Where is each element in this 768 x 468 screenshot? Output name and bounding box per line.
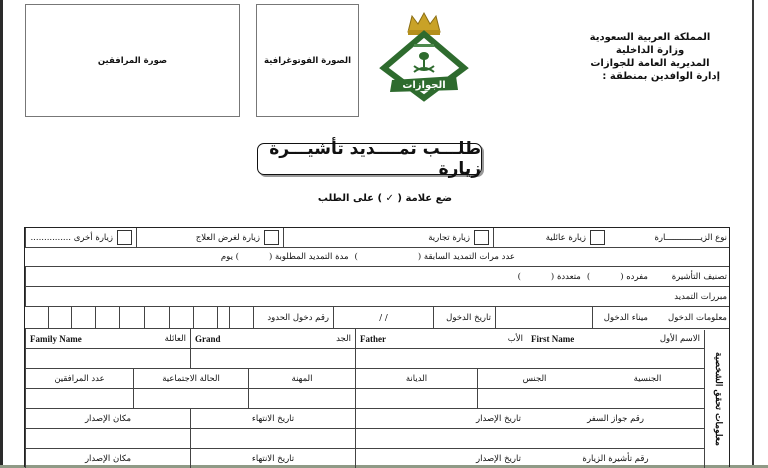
paren-close: ) [586, 271, 591, 282]
companions-count-header: عدد المرافقين [25, 369, 133, 388]
family-visit-checkbox[interactable] [590, 230, 605, 245]
justification-input[interactable] [25, 287, 652, 306]
border-digit-box[interactable] [25, 307, 48, 328]
paren-close: ) [517, 271, 521, 282]
details-input-row [25, 389, 704, 409]
option-family-visit[interactable]: زيارة عائلية [493, 228, 609, 247]
option-medical-visit[interactable]: زيارة لغرض العلاج [136, 228, 283, 247]
days-label: ) يوم [220, 252, 239, 262]
profession-input[interactable] [248, 389, 355, 408]
visa-expiry-date-header: تاريخ الانتهاء [190, 449, 355, 468]
border-digit-box[interactable] [144, 307, 169, 328]
entry-info-row [25, 307, 729, 329]
passport-header-row [25, 409, 704, 429]
justification-label: مبررات التمديد [674, 291, 727, 302]
svg-text:الجوازات: الجوازات [402, 80, 446, 91]
medical-visit-checkbox[interactable] [264, 230, 279, 245]
family-name-header: العائلة Family Name [25, 329, 190, 348]
passport-expiry-date-input[interactable] [190, 429, 355, 448]
passport-issue-date-header: تاريخ الإصدار [355, 409, 527, 428]
business-visit-checkbox[interactable] [474, 230, 489, 245]
header-line-kingdom: المملكة العربية السعودية [589, 32, 711, 43]
companions-photo-label: صورة المرافقين [97, 55, 168, 66]
extension-row [25, 248, 729, 267]
border-digit-box[interactable] [169, 307, 193, 328]
visa-issue-date-header: تاريخ الإصدار [355, 449, 527, 468]
entry-date-input[interactable]: / / [333, 307, 433, 328]
visa-class-label: تصنيف التأشيرة [671, 271, 727, 282]
religion-input[interactable] [355, 389, 477, 408]
nationality-header: الجنسية [633, 373, 662, 384]
paren-close: ) [354, 252, 358, 262]
father-name-header: الأب Father [355, 329, 527, 348]
border-number-label: رقم دخول الحدود [253, 307, 333, 328]
passport-number-header: رقم جواز السفر [587, 413, 644, 424]
option-other-visit[interactable]: زيارة أخرى ............... [25, 228, 136, 247]
form-title-text: طلـــب تمــــديد تأشيـــرة زيارة [269, 139, 481, 179]
gender-input[interactable] [477, 389, 591, 408]
page-right-edge [752, 0, 754, 468]
names-header-row [25, 329, 704, 349]
visa-class-row [25, 267, 729, 287]
companions-count-input[interactable] [25, 389, 133, 408]
passport-input-row [25, 429, 704, 449]
header-line-ministry: وزارة الداخلية [615, 45, 685, 56]
entry-info-label: معلومات الدخول [668, 312, 727, 323]
header-line-department: إدارة الوافدين بمنطقة : [602, 71, 720, 82]
border-digit-box[interactable] [119, 307, 144, 328]
entry-port-input[interactable] [495, 307, 592, 328]
nationality-input[interactable] [591, 389, 704, 408]
required-period-label: مدة التمديد المطلوبة ( [268, 252, 349, 262]
identity-section-label: معلومات تحقق الشخصية [704, 330, 731, 468]
visit-type-label: نوع الزيــــــــــــــارة [654, 232, 727, 243]
visa-header-row [25, 449, 704, 468]
previous-extensions-label: عدد مرات التمديد السابقة ( [417, 252, 515, 262]
passport-number-input[interactable] [527, 429, 704, 448]
justification-row [25, 287, 729, 307]
multiple-entry-option[interactable]: متعددة ( [550, 271, 581, 282]
border-digit-box[interactable] [48, 307, 71, 328]
religion-header: الديانة [355, 369, 477, 388]
personal-photo-label: الصورة الفوتوغرافية [264, 55, 351, 66]
government-header [580, 31, 720, 83]
header-line-directorate: المديرية العامة للجوازات [590, 58, 710, 69]
visit-type-row [25, 228, 729, 248]
entry-date-label: تاريخ الدخول [433, 307, 495, 328]
passport-issue-place-header: مكان الإصدار [25, 409, 190, 428]
other-visit-checkbox[interactable] [117, 230, 132, 245]
passport-issue-place-input[interactable] [25, 429, 190, 448]
profession-header: المهنة [248, 369, 355, 388]
passport-issue-date-input[interactable] [355, 429, 527, 448]
companions-photo-box [25, 4, 240, 117]
grand-name-header: الجد Grand [190, 329, 355, 348]
visa-extension-form [24, 227, 730, 467]
visa-number-header: رقم تأشيرة الزيارة [582, 453, 649, 464]
names-input-row [25, 349, 704, 369]
personal-photo-box [256, 4, 359, 117]
marital-status-header: الحالة الاجتماعية [133, 369, 248, 388]
passport-expiry-date-header: تاريخ الانتهاء [190, 409, 355, 428]
entry-port-label: ميناء الدخول [592, 307, 652, 328]
details-header-row [25, 369, 704, 389]
border-digit-box[interactable] [71, 307, 95, 328]
first-name-input[interactable] [527, 349, 704, 368]
visa-issue-place-header: مكان الإصدار [25, 449, 190, 468]
marital-status-input[interactable] [133, 389, 248, 408]
border-digit-box[interactable] [217, 307, 229, 328]
visa-class-options[interactable] [25, 267, 652, 286]
extension-fields[interactable] [25, 248, 731, 266]
single-entry-option[interactable]: مفرده ( [620, 271, 648, 282]
form-title [257, 139, 482, 179]
option-business-visit[interactable]: زيارة تجارية [283, 228, 493, 247]
border-digit-box[interactable] [95, 307, 119, 328]
border-digit-box[interactable] [229, 307, 253, 328]
instruction-text: ضع علامة ( ✓ ) على الطلب [317, 193, 453, 204]
border-digit-box[interactable] [193, 307, 217, 328]
father-name-input[interactable] [355, 349, 527, 368]
family-name-input[interactable] [25, 349, 190, 368]
first-name-header: الاسم الأول First Name [531, 333, 700, 344]
gender-header: الجنس [477, 369, 591, 388]
page-left-edge [0, 0, 3, 468]
passports-emblem-icon [378, 10, 470, 106]
grand-name-input[interactable] [190, 349, 355, 368]
